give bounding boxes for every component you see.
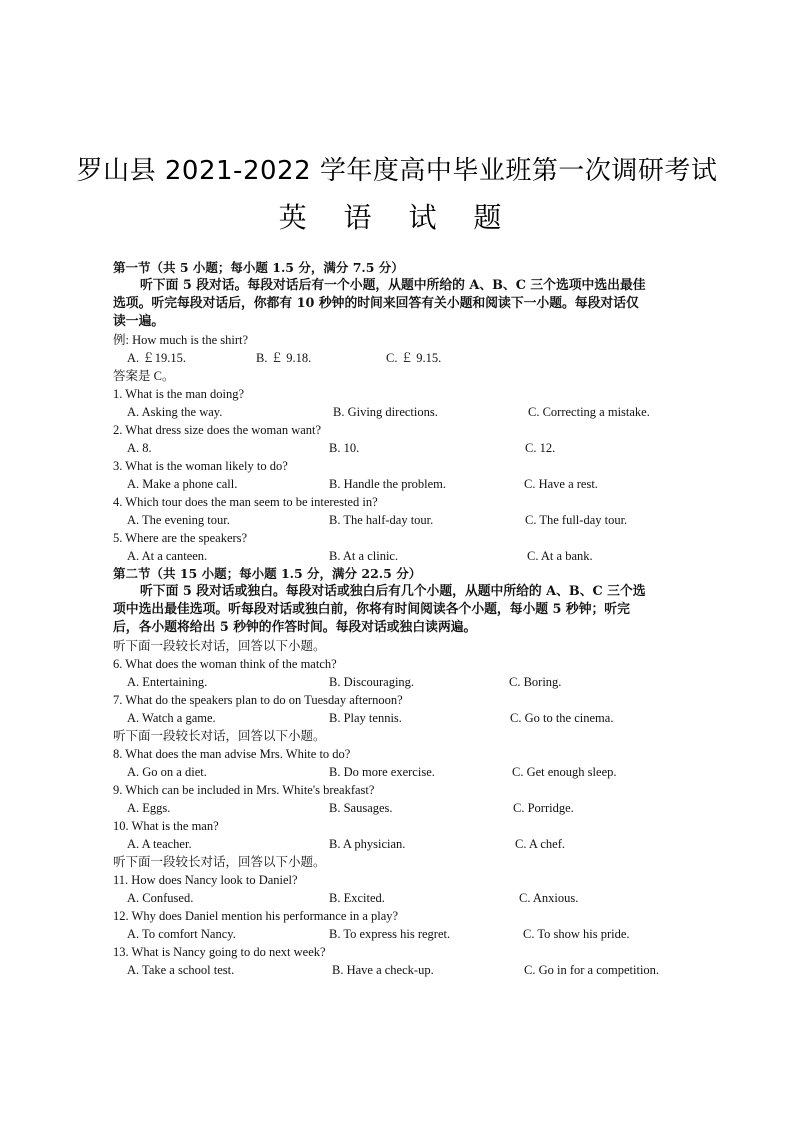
option-a: A. A teacher. (127, 837, 192, 851)
option-c: C. To show his pride. (523, 927, 630, 941)
question-options (113, 403, 683, 421)
question: 5. Where are the speakers? (113, 531, 248, 545)
option-c: C. Boring. (509, 675, 562, 689)
option-a: A. 8. (127, 441, 152, 455)
option-a: A. Asking the way. (127, 405, 223, 419)
question-options (113, 511, 683, 529)
question: 10. What is the man? (113, 819, 219, 833)
question: 2. What dress size does the woman want? (113, 423, 322, 437)
example-options (113, 349, 683, 367)
question-options (113, 763, 683, 781)
question-options (113, 889, 683, 907)
option-c: C. Have a rest. (524, 477, 598, 491)
exam-subtitle: 英 语 试 题 (278, 201, 516, 234)
option-b: B. A physician. (329, 837, 406, 851)
option-a: A. Go on a diet. (127, 765, 207, 779)
question-options (113, 799, 683, 817)
exam-title: 罗山县 2021-2022 学年度高中毕业班第一次调研考试 (76, 156, 718, 186)
option-c: C. Anxious. (519, 891, 579, 905)
question: 3. What is the woman likely to do? (113, 459, 288, 473)
section2-instruction-line: 听下面 5 段对话或独白。每段对话或独白后有几个小题，从题中所给的 A、B、C 三个选 (140, 584, 646, 599)
option-a: A. Make a phone call. (127, 477, 238, 491)
option-c: C. A chef. (515, 837, 565, 851)
option-c: C. Correcting a mistake. (528, 405, 650, 419)
option-b: B. 10. (329, 441, 360, 455)
option-c: C. 12. (525, 441, 556, 455)
section2-heading: 第二节（共 15 小题；每小题 1.5 分，满分 22.5 分） (113, 566, 422, 581)
section1-instruction-line: 听下面 5 段对话。每段对话后有一个小题，从题中所给的 A、B、C 三个选项中选出最佳 (140, 278, 646, 293)
section2-instruction-line: 后，各小题将给出 5 秒钟的作答时间。每段对话或独白读两遍。 (113, 620, 477, 635)
question-options (113, 475, 683, 493)
option-b: B. At a clinic. (329, 549, 399, 563)
question: 9. Which can be included in Mrs. White's breakfast? (113, 783, 375, 797)
question-options (113, 925, 683, 943)
question-options (113, 835, 683, 853)
group-intro: 听下面一段较长对话，回答以下小题。 (113, 855, 326, 869)
example-answer: 答案是 C。 (113, 369, 175, 383)
section2-instruction-line: 项中选出最佳选项。听每段对话或独白前，你将有时间阅读各个小题，每小题 5 秒钟；听完 (113, 602, 630, 617)
option-a: A. Entertaining. (127, 675, 208, 689)
question-options (113, 709, 683, 727)
option-a: A. To comfort Nancy. (127, 927, 236, 941)
option-c: C. Get enough sleep. (512, 765, 617, 779)
question-options (113, 961, 683, 979)
question: 12. Why does Daniel mention his performance in a play? (113, 909, 399, 923)
option-a: A. Take a school test. (127, 963, 235, 977)
option-c: C. At a bank. (527, 549, 593, 563)
section1-instruction-line: 选项。听完每段对话后，你都有 10 秒钟的时间来回答有关小题和阅读下一小题。每段对话仅 (113, 296, 639, 311)
question-options (113, 673, 683, 691)
group-intro: 听下面一段较长对话，回答以下小题。 (113, 729, 326, 743)
group-intro: 听下面一段较长对话，回答以下小题。 (113, 639, 326, 653)
example-question: 例: How much is the shirt? (113, 333, 249, 347)
option-a: A. ￡19.15. (127, 351, 187, 365)
option-b: B. Excited. (329, 891, 385, 905)
option-c: C. Go in for a competition. (524, 963, 660, 977)
section1-instruction-line: 读一遍。 (113, 314, 165, 329)
option-b: B. Do more exercise. (329, 765, 435, 779)
question: 1. What is the man doing? (113, 387, 244, 401)
question-options (113, 439, 683, 457)
option-c: C. The full-day tour. (525, 513, 628, 527)
option-b: B. To express his regret. (329, 927, 451, 941)
option-b: B. Have a check-up. (332, 963, 434, 977)
option-c: C. Porridge. (513, 801, 574, 815)
option-b: B. The half-day tour. (329, 513, 434, 527)
option-c: C. ￡ 9.15. (386, 351, 442, 365)
option-a: A. Watch a game. (127, 711, 216, 725)
question: 8. What does the man advise Mrs. White to do? (113, 747, 351, 761)
option-b: B. Play tennis. (329, 711, 402, 725)
section1-heading: 第一节（共 5 小题；每小题 1.5 分，满分 7.5 分） (113, 260, 404, 275)
option-c: C. Go to the cinema. (510, 711, 614, 725)
question: 6. What does the woman think of the match? (113, 657, 337, 671)
option-a: A. Eggs. (127, 801, 171, 815)
option-b: B. Giving directions. (333, 405, 438, 419)
option-a: A. The evening tour. (127, 513, 230, 527)
option-b: B. Discouraging. (329, 675, 415, 689)
option-a: A. At a canteen. (127, 549, 208, 563)
option-a: A. Confused. (127, 891, 194, 905)
question: 13. What is Nancy going to do next week? (113, 945, 326, 959)
question-options (113, 547, 683, 565)
question: 4. Which tour does the man seem to be interested in? (113, 495, 378, 509)
option-b: B. Handle the problem. (329, 477, 446, 491)
option-b: B. Sausages. (329, 801, 393, 815)
option-b: B. ￡ 9.18. (256, 351, 312, 365)
exam-content (113, 259, 683, 979)
question: 11. How does Nancy look to Daniel? (113, 873, 298, 887)
question: 7. What do the speakers plan to do on Tuesday afternoon? (113, 693, 403, 707)
